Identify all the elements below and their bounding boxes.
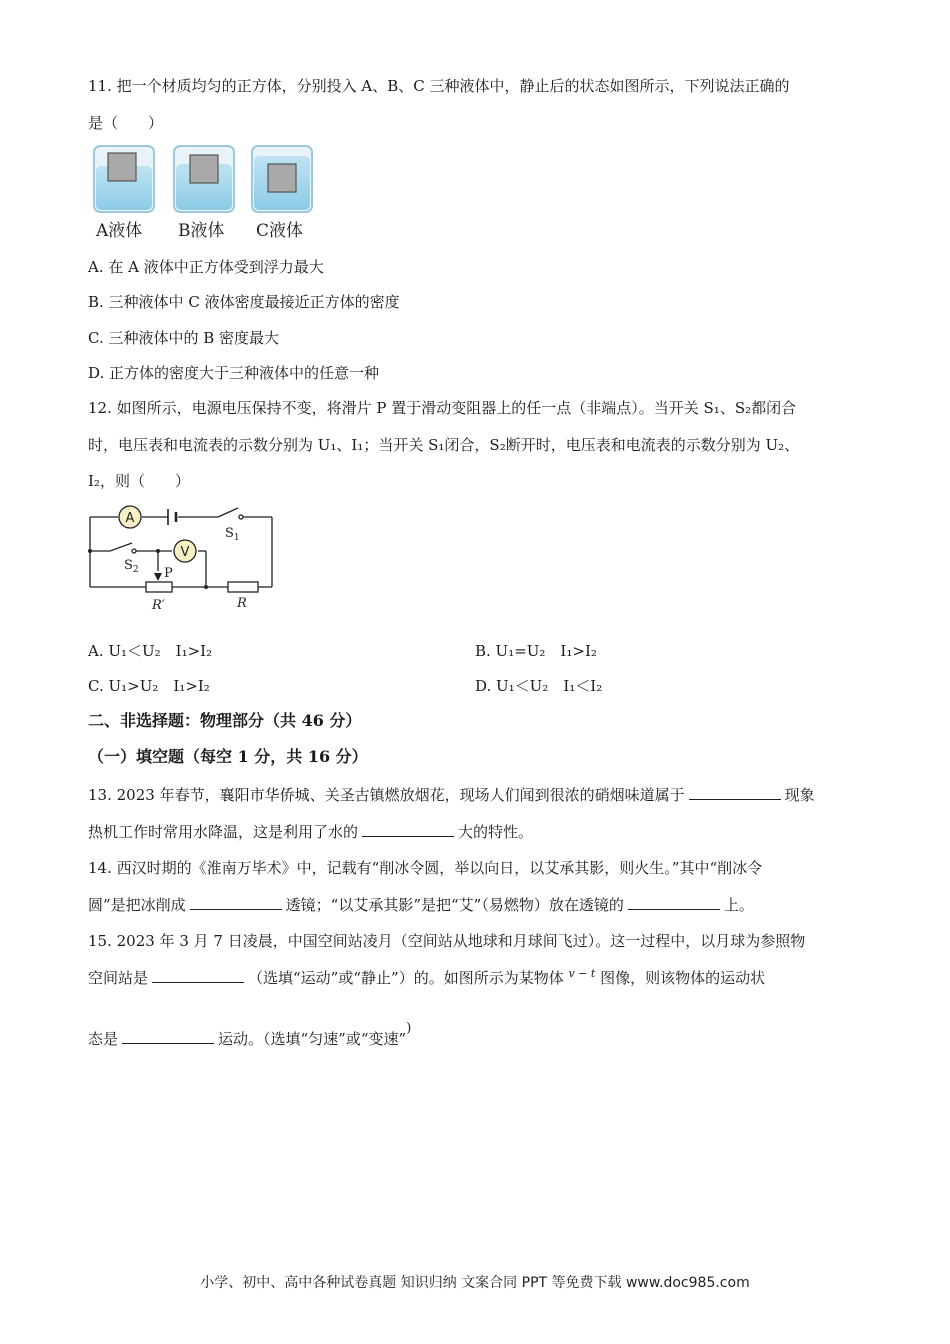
q12-option-b[interactable]: B. U₁=U₂ I₁>I₂ xyxy=(475,642,597,660)
q14-text-b: 透镜；“以艾承其影”是把“艾”（易燃物）放在透镜的 xyxy=(285,896,624,914)
q14-line1: 14. 西汉时期的《淮南万毕术》中，记载有“削冰令圆，举以向日，以艾承其影，则火生。”其中“削冰令 xyxy=(88,859,763,877)
q14-text-c: 上。 xyxy=(723,896,754,914)
q15-blank-1[interactable] xyxy=(152,968,244,983)
q11-option-d[interactable]: D. 正方体的密度大于三种液体中的任意一种 xyxy=(88,364,380,382)
slider-arrow xyxy=(154,573,162,581)
section-title: 二、非选择题：物理部分（共 46 分） xyxy=(88,711,362,730)
page-footer: 小学、初中、高中各种试卷真题 知识归纳 文案合同 PPT 等免费下载 www.doc985.com xyxy=(200,1275,750,1291)
q11-option-b[interactable]: B. 三种液体中 C 液体密度最接近正方体的密度 xyxy=(88,293,400,311)
q13-text-a: 13. 2023 年春节，襄阳市华侨城、关圣古镇燃放烟花，现场人们闻到很浓的硝烟味道属于 xyxy=(88,786,685,804)
q15-text-b: （选填“运动”或“静止”）的。如图所示为某物体 xyxy=(248,969,564,987)
q15-line3 xyxy=(88,1021,412,1051)
label-r: R xyxy=(237,596,247,611)
voltmeter-icon xyxy=(174,540,196,562)
q15-line1: 15. 2023 年 3 月 7 日凌晨，中国空间站凌月（空间站从地球和月球间飞过）。这一过程中，以月球为参照物 xyxy=(88,932,806,950)
q12-stem-line3: I₂，则（ ） xyxy=(88,472,190,490)
label-s1: $S_1$ xyxy=(225,526,240,543)
label-r-prime: R′ xyxy=(152,598,165,613)
q13-blank-2[interactable] xyxy=(362,822,454,837)
q15-text-a: 空间站是 xyxy=(88,969,149,987)
circuit-figure xyxy=(88,505,288,615)
q11-option-c[interactable]: C. 三种液体中的 B 密度最大 xyxy=(88,329,280,347)
q13-text-d: 大的特性。 xyxy=(458,823,534,841)
beaker-a xyxy=(94,146,154,212)
q15-text-c: 图像，则该物体的运动状 xyxy=(600,969,766,987)
beakers-figure xyxy=(88,140,328,245)
q12-stem-line1: 12. 如图所示，电源电压保持不变，将滑片 P 置于滑动变阻器上的任一点（非端点）。当开关 S₁、S₂都闭合 xyxy=(88,399,797,417)
q11-stem-line1: 11. 把一个材质均匀的正方体，分别投入 A、B、C 三种液体中，静止后的状态如图所示，下列说法正确的 xyxy=(88,77,790,95)
q15-text-e: 运动。（选填“匀速”或“变速” xyxy=(218,1030,407,1048)
q12-option-d[interactable]: D. U₁＜U₂ I₁＜I₂ xyxy=(475,677,603,695)
q15-vt-symbol: v − t xyxy=(568,967,596,980)
beaker-b xyxy=(174,146,234,212)
ammeter-icon xyxy=(119,506,141,528)
q13-line2 xyxy=(88,822,533,842)
q14-text-a: 圆”是把冰削成 xyxy=(88,896,186,914)
svg-text:V: V xyxy=(180,545,190,560)
svg-text:A: A xyxy=(125,511,135,526)
q15-line2 xyxy=(88,968,765,990)
q12-option-a[interactable]: A. U₁＜U₂ I₁>I₂ xyxy=(88,642,213,660)
q15-text-d: 态是 xyxy=(88,1030,119,1048)
q15-text-f: ) xyxy=(406,1021,412,1036)
label-b: B液体 xyxy=(178,221,225,241)
q14-blank-2[interactable] xyxy=(628,895,720,910)
q11-option-a[interactable]: A. 在 A 液体中正方体受到浮力最大 xyxy=(88,258,324,276)
q14-line2 xyxy=(88,895,754,915)
circuit-diagram xyxy=(88,505,288,615)
q13-text-b: 现象 xyxy=(784,786,815,804)
q13-line1 xyxy=(88,785,815,805)
q12-stem-line2: 时，电压表和电流表的示数分别为 U₁、I₁；当开关 S₁闭合，S₂断开时，电压表和电流表的示数分别为 U₂、 xyxy=(88,436,800,454)
q14-blank-1[interactable] xyxy=(190,895,282,910)
beakers-illustration xyxy=(88,140,328,245)
section-subtitle: （一）填空题（每空 1 分，共 16 分） xyxy=(88,747,368,766)
label-s2: $S_2$ xyxy=(124,558,139,575)
q12-option-c[interactable]: C. U₁>U₂ I₁>I₂ xyxy=(88,677,210,695)
beaker-c xyxy=(252,146,312,212)
q13-blank-1[interactable] xyxy=(689,785,781,800)
q15-blank-2[interactable] xyxy=(122,1029,214,1044)
label-a: A液体 xyxy=(96,221,143,241)
label-p: P xyxy=(164,566,173,581)
label-c: C液体 xyxy=(256,221,304,241)
q11-stem-line2: 是（ ） xyxy=(88,114,164,132)
q13-text-c: 热机工作时常用水降温，这是利用了水的 xyxy=(88,823,359,841)
